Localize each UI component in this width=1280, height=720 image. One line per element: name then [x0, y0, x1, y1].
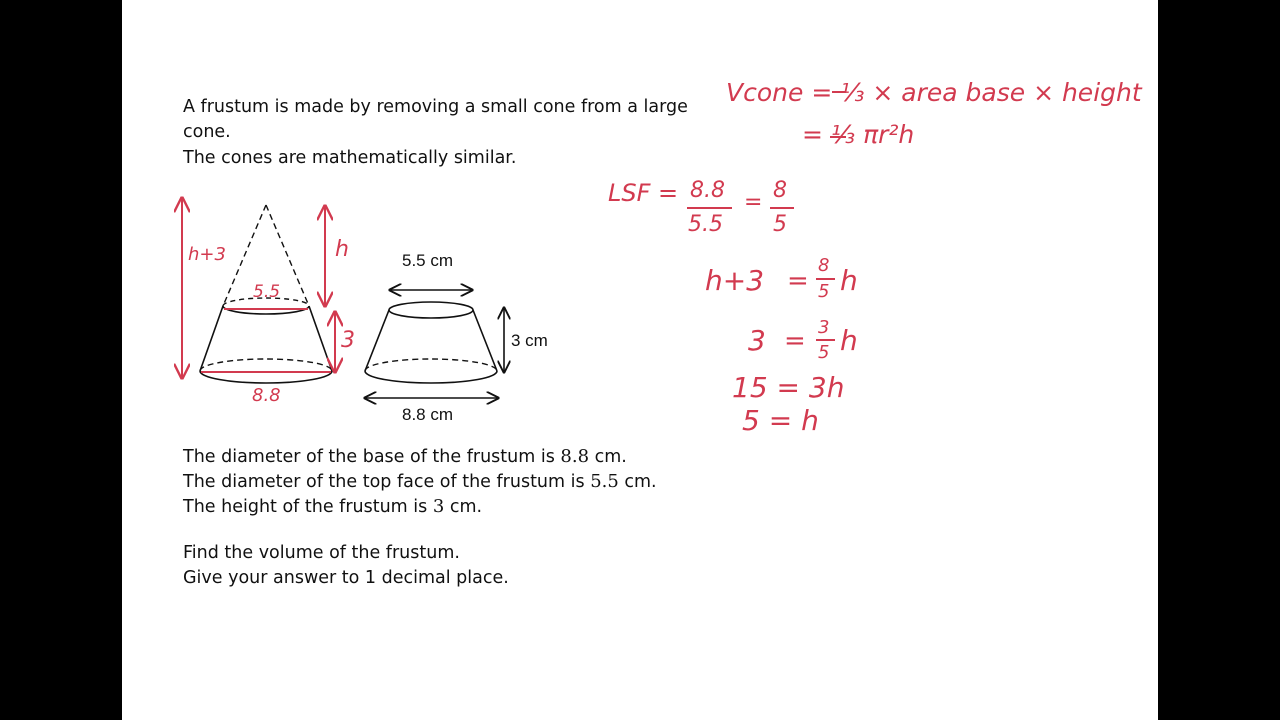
cone-label-base: 8.8	[252, 385, 281, 406]
lsf-frac2-num: 8	[773, 178, 787, 203]
step1-lhs: h+3	[705, 264, 765, 297]
task-line-2: Give your answer to 1 decimal place.	[183, 568, 509, 588]
lsf-frac1-den: 5.5	[688, 212, 723, 237]
step4: 5 = h	[742, 404, 819, 437]
intro-line-3: The cones are mathematically similar.	[183, 148, 517, 168]
fact-height: The height of the frustum is 3 cm.	[183, 496, 483, 517]
worksheet-page	[122, 0, 1158, 720]
step3: 15 = 3h	[732, 371, 845, 404]
base-diameter-label: 8.8 cm	[402, 405, 454, 424]
step1-num: 8	[818, 255, 830, 276]
step2-den: 5	[818, 342, 830, 363]
step2-var: h	[840, 324, 858, 357]
step1-eq: =	[787, 266, 809, 296]
lsf-frac2-den: 5	[773, 212, 787, 237]
frustum-diagram	[365, 290, 504, 398]
step2-lhs: 3	[748, 324, 766, 357]
intro-line-1: A frustum is made by removing a small cone from a large	[183, 97, 688, 117]
step1-var: h	[840, 264, 858, 297]
lsf-frac1-num: 8.8	[690, 178, 725, 203]
lsf-label: LSF =	[608, 179, 679, 207]
step2-eq: =	[784, 326, 806, 356]
diagram-svg	[122, 0, 1158, 720]
cone-label-top: 5.5	[253, 282, 281, 302]
top-diameter-label: 5.5 cm	[402, 251, 454, 270]
cone-label-h-plus-3: h+3	[188, 244, 226, 265]
height-label: 3 cm	[511, 331, 548, 350]
fact-base-diameter: The diameter of the base of the frustum is 8.8 cm.	[183, 446, 627, 467]
fact-top-diameter: The diameter of the top face of the frustum is 5.5 cm.	[183, 471, 657, 492]
step1-den: 5	[818, 281, 830, 302]
cone-label-h: h	[335, 237, 349, 262]
task-line-1: Find the volume of the frustum.	[183, 543, 460, 563]
step2-num: 3	[818, 317, 830, 338]
intro-line-2: cone.	[183, 122, 231, 142]
volume-formula-expanded: = ⅓ πr²h	[802, 120, 915, 149]
volume-formula: Vcone = ⅓ × area base × height	[726, 78, 1142, 107]
cone-label-three: 3	[341, 328, 355, 353]
lsf-eq: =	[744, 190, 763, 215]
